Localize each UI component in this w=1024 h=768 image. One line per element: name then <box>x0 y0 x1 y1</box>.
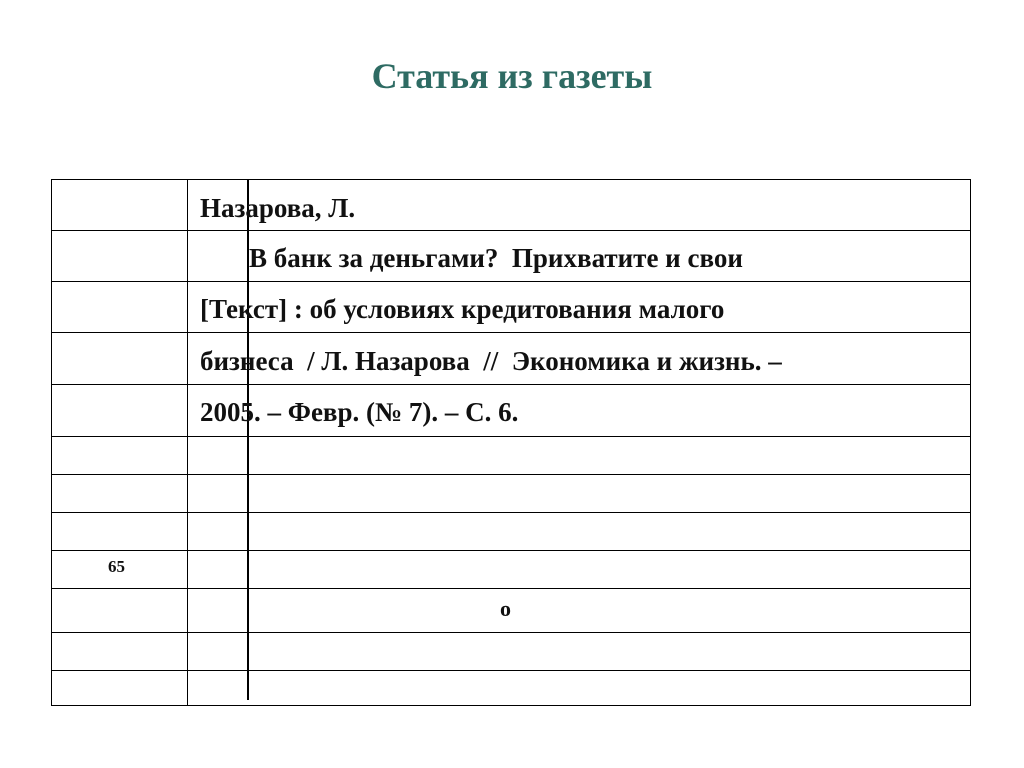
author-heading: Назарова, Л. <box>200 193 356 223</box>
card-margin-line <box>187 180 188 705</box>
card-rule <box>52 230 970 231</box>
catalog-card <box>51 179 971 706</box>
description-line: [Текст] : об условиях кредитования малого <box>200 294 725 324</box>
card-rule <box>52 670 970 671</box>
call-number: 65 <box>108 557 125 576</box>
slide-title: Статья из газеты <box>371 56 653 96</box>
card-hole: о <box>500 596 511 621</box>
description-line: 2005. – Февр. (№ 7). – С. 6. <box>200 397 519 427</box>
description-line: В банк за деньгами? Прихватите и свои <box>249 243 743 273</box>
card-rule <box>52 512 970 513</box>
card-rule <box>52 632 970 633</box>
card-rule <box>52 474 970 475</box>
card-rule <box>52 588 970 589</box>
card-rule <box>52 384 970 385</box>
description-line: бизнеса / Л. Назарова // Экономика и жизнь. – <box>200 346 782 376</box>
card-rule <box>52 332 970 333</box>
card-rule <box>52 436 970 437</box>
card-rule <box>52 550 970 551</box>
card-rule <box>52 281 970 282</box>
